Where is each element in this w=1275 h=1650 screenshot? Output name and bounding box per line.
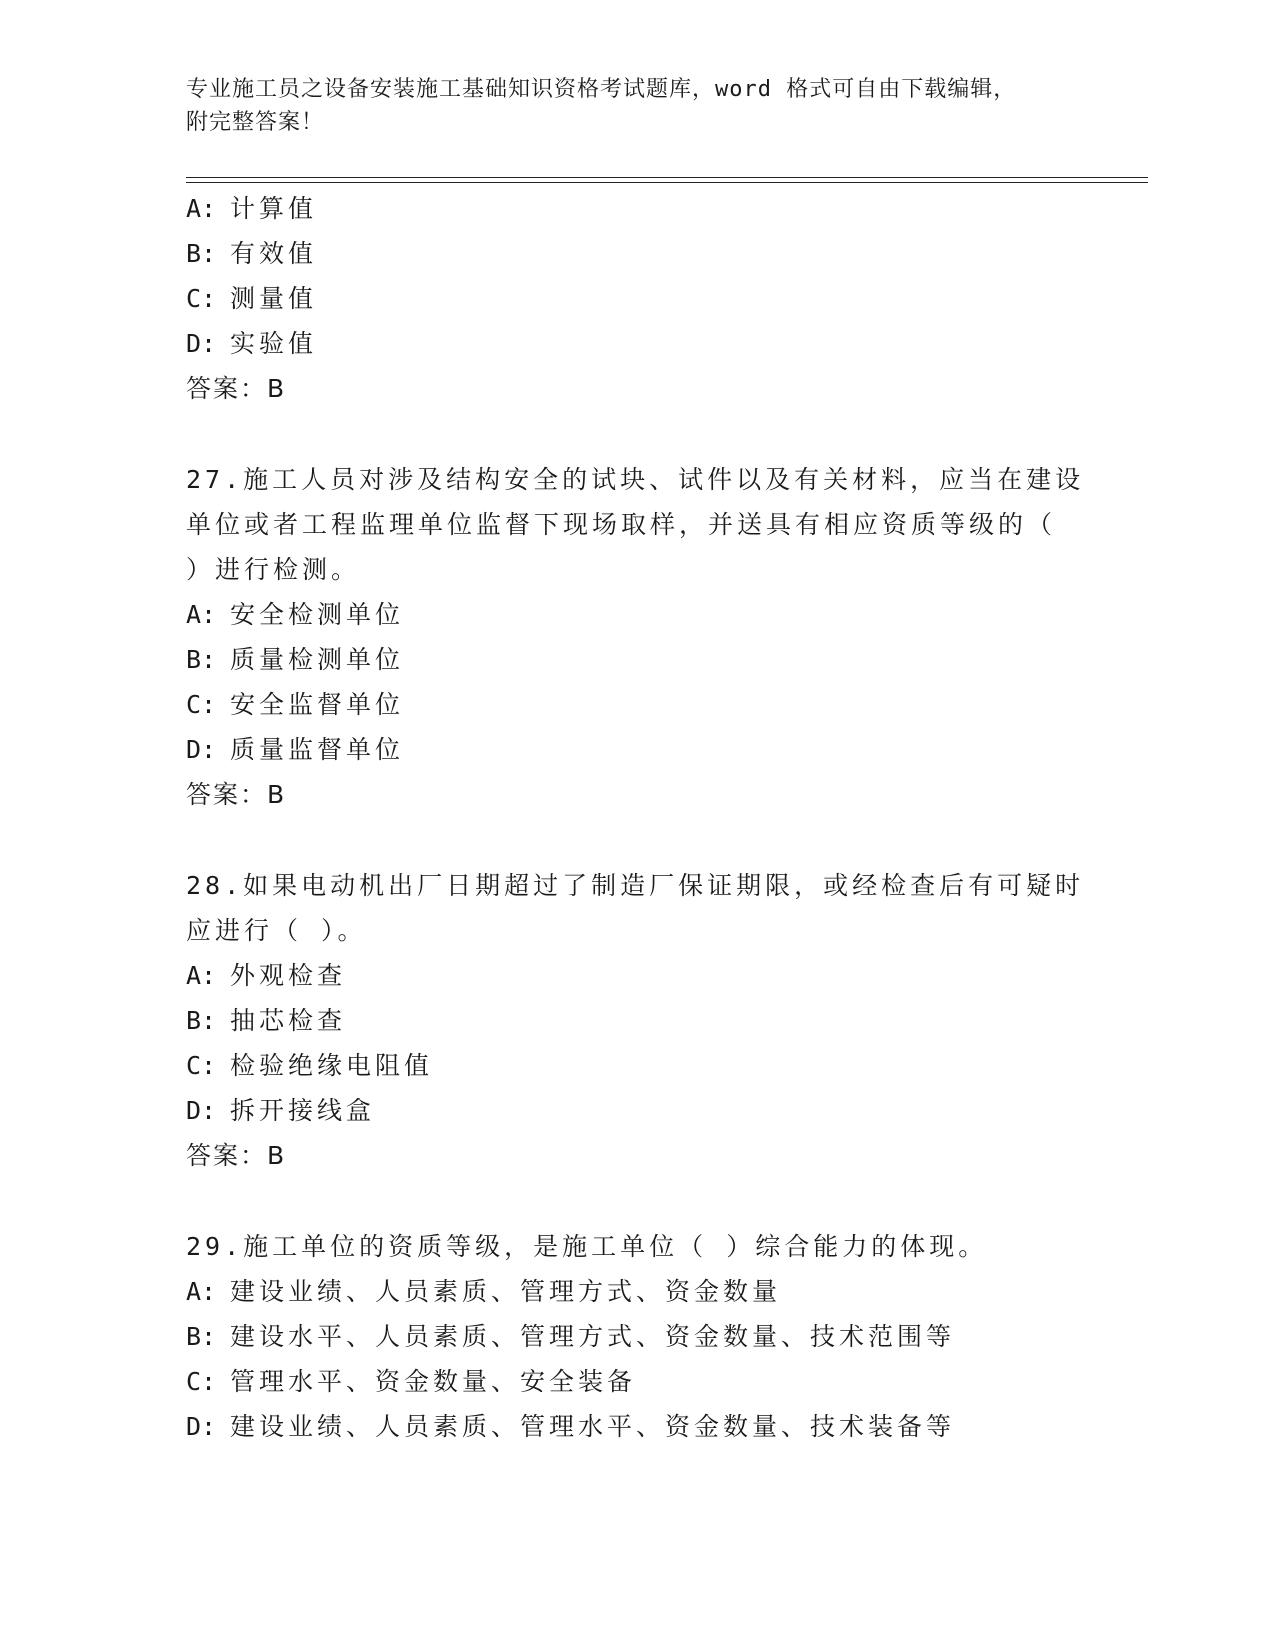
option-letter: D: bbox=[186, 329, 217, 358]
option-letter: A: bbox=[186, 961, 217, 990]
question-item bbox=[186, 457, 1086, 817]
option-text: 安全检测单位 bbox=[230, 600, 405, 629]
option-text: 建设业绩、人员素质、管理方式、资金数量 bbox=[230, 1277, 782, 1306]
header-divider-bottom bbox=[186, 182, 1148, 183]
option-letter: A: bbox=[186, 600, 217, 629]
option-b bbox=[186, 998, 1086, 1043]
answer-line: 答案：B bbox=[186, 374, 287, 403]
option-text: 质量监督单位 bbox=[230, 735, 405, 764]
option-text: 建设水平、人员素质、管理方式、资金数量、技术范围等 bbox=[230, 1322, 956, 1351]
question-stem-line: 28.如果电动机出厂日期超过了制造厂保证期限，或经检查后有可疑时 bbox=[186, 871, 1085, 900]
option-letter: C: bbox=[186, 690, 217, 719]
question-item bbox=[186, 863, 1086, 1178]
option-d bbox=[186, 321, 1086, 366]
option-text: 质量检测单位 bbox=[230, 645, 405, 674]
option-text: 抽芯检查 bbox=[230, 1006, 347, 1035]
option-letter: D: bbox=[186, 1096, 217, 1125]
question-item bbox=[186, 1224, 1086, 1449]
question-stem-line: 应进行（ ）。 bbox=[186, 916, 367, 945]
option-b bbox=[186, 1314, 1086, 1359]
option-letter: B: bbox=[186, 1322, 217, 1351]
header-line-2: 附完整答案！ bbox=[186, 110, 325, 135]
option-letter: B: bbox=[186, 1006, 217, 1035]
question-stem-line: ）进行检测。 bbox=[186, 555, 361, 584]
option-a bbox=[186, 186, 1086, 231]
header-line-1: 专业施工员之设备安装施工基础知识资格考试题库，word 格式可自由下载编辑， bbox=[186, 77, 1017, 102]
answer-line: 答案：B bbox=[186, 780, 287, 809]
option-d bbox=[186, 1088, 1086, 1133]
option-text: 管理水平、资金数量、安全装备 bbox=[230, 1367, 637, 1396]
option-c bbox=[186, 1043, 1086, 1088]
option-d bbox=[186, 727, 1086, 772]
option-text: 有效值 bbox=[230, 239, 318, 268]
option-text: 拆开接线盒 bbox=[230, 1096, 376, 1125]
option-text: 检验绝缘电阻值 bbox=[230, 1051, 434, 1080]
option-c bbox=[186, 682, 1086, 727]
option-text: 计算值 bbox=[230, 194, 318, 223]
option-text: 建设业绩、人员素质、管理水平、资金数量、技术装备等 bbox=[230, 1412, 956, 1441]
option-d bbox=[186, 1404, 1086, 1449]
option-letter: D: bbox=[186, 735, 217, 764]
question-stem-line: 29.施工单位的资质等级，是施工单位（ ）综合能力的体现。 bbox=[186, 1232, 988, 1261]
option-b bbox=[186, 231, 1086, 276]
header-divider-top bbox=[186, 177, 1148, 178]
answer-line: 答案：B bbox=[186, 1141, 287, 1170]
option-c bbox=[186, 1359, 1086, 1404]
question-stem-line: 27.施工人员对涉及结构安全的试块、试件以及有关材料，应当在建设 bbox=[186, 465, 1085, 494]
document-header bbox=[186, 73, 1086, 139]
option-letter: D: bbox=[186, 1412, 217, 1441]
option-b bbox=[186, 637, 1086, 682]
option-letter: A: bbox=[186, 194, 217, 223]
option-text: 实验值 bbox=[230, 329, 318, 358]
option-c bbox=[186, 276, 1086, 321]
question-item bbox=[186, 186, 1086, 411]
option-text: 测量值 bbox=[230, 284, 318, 313]
option-a bbox=[186, 1269, 1086, 1314]
option-text: 外观检查 bbox=[230, 961, 347, 990]
option-a bbox=[186, 953, 1086, 998]
question-stem-line: 单位或者工程监理单位监督下现场取样，并送具有相应资质等级的（ bbox=[186, 510, 1057, 539]
question-list bbox=[186, 186, 1086, 1449]
option-a bbox=[186, 592, 1086, 637]
option-letter: B: bbox=[186, 239, 217, 268]
option-letter: C: bbox=[186, 1367, 217, 1396]
option-letter: C: bbox=[186, 1051, 217, 1080]
option-letter: A: bbox=[186, 1277, 217, 1306]
option-letter: B: bbox=[186, 645, 217, 674]
option-letter: C: bbox=[186, 284, 217, 313]
option-text: 安全监督单位 bbox=[230, 690, 405, 719]
